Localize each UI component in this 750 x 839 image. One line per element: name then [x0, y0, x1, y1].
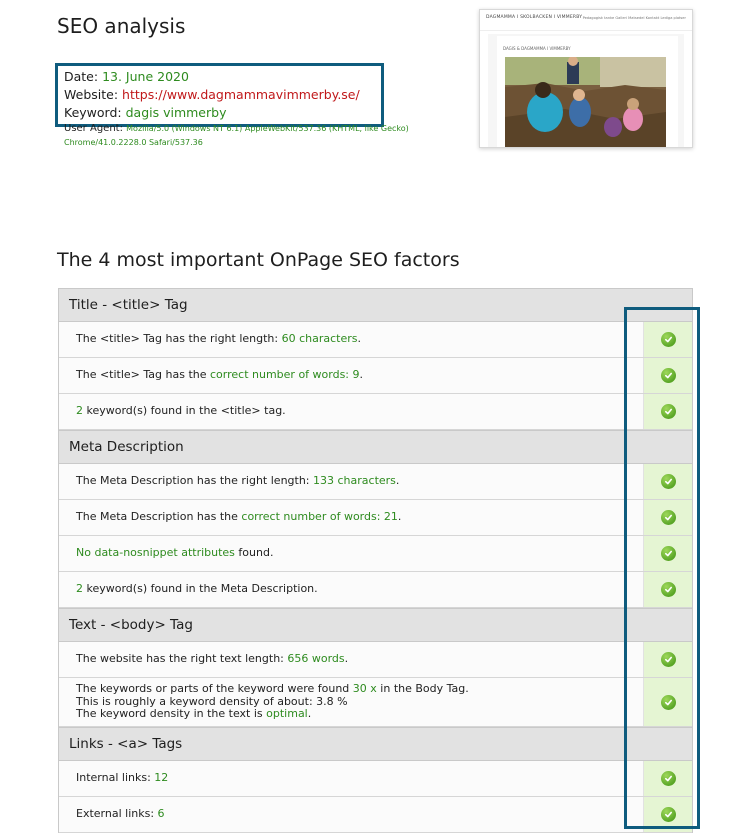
factor-row [59, 500, 692, 536]
meta-highlight-box [55, 63, 384, 127]
user-agent-label: User Agent: [64, 123, 123, 134]
factor-text-post: . [397, 510, 402, 524]
factor-text-pre: The website has the right text length: [76, 652, 288, 666]
check-circle-icon [661, 332, 676, 347]
factor-value: correct number of words: 21 [241, 510, 398, 524]
thumbnail-photo [505, 57, 666, 147]
group-header-body: Text - <body> Tag [59, 608, 692, 642]
website-link[interactable]: https://www.dagmammavimmerby.se/ [122, 87, 360, 102]
factor-value: 133 characters [313, 474, 396, 488]
factor-text-pre: External links: [76, 807, 158, 821]
status-cell [643, 642, 692, 677]
factor-text-pre: The keyword density in the text is [76, 707, 267, 721]
website-screenshot-thumbnail[interactable] [479, 9, 693, 148]
factor-text [59, 500, 643, 535]
factor-text [59, 536, 643, 571]
section-title: The 4 most important OnPage SEO factors [57, 249, 460, 271]
status-cell [643, 761, 692, 796]
status-cell [643, 797, 692, 832]
status-cell [643, 464, 692, 499]
check-circle-icon [661, 546, 676, 561]
factor-text-post: . [359, 368, 364, 382]
factor-row [59, 678, 692, 727]
factor-text [59, 572, 643, 607]
thumbnail-nav: Pedagogisk tanke Galleri Matsedel Kontakt Lediga platser [582, 16, 686, 20]
thumbnail-heading: DAGIS & DAGMAMMA I VIMMERBY [503, 46, 571, 51]
status-cell [643, 358, 692, 393]
factor-value: 2 [76, 582, 83, 596]
check-circle-icon [661, 807, 676, 822]
check-circle-icon [661, 510, 676, 525]
factor-value: correct number of words: 9 [210, 368, 360, 382]
group-header-meta-description: Meta Description [59, 430, 692, 464]
status-cell [643, 500, 692, 535]
seo-factors-table [58, 288, 693, 833]
factor-text [59, 761, 643, 796]
user-agent-line [64, 122, 454, 150]
check-circle-icon [661, 652, 676, 667]
group-header-links: Links - <a> Tags [59, 727, 692, 761]
factor-value: 60 characters [281, 332, 358, 346]
factor-value: 12 [154, 771, 169, 785]
factor-text [59, 797, 643, 832]
factor-text-post: . [307, 707, 312, 721]
check-circle-icon [661, 695, 676, 710]
keyword-label: Keyword: [64, 105, 122, 120]
factor-row [59, 761, 692, 797]
factor-text-pre: The <title> Tag has the right length: [76, 332, 282, 346]
check-circle-icon [661, 368, 676, 383]
factor-row [59, 642, 692, 678]
keyword-value: dagis vimmerby [125, 105, 227, 120]
status-cell [643, 322, 692, 357]
status-cell [643, 678, 692, 726]
factor-value: No data-nosnippet attributes [76, 546, 235, 560]
factor-row [59, 394, 692, 430]
factor-text [59, 394, 643, 429]
keyword-density-line: This is roughly a keyword density of about: 3.8 % [76, 694, 348, 708]
factor-text-pre: The Meta Description has the right length: [76, 474, 314, 488]
factor-value: 30 x [352, 682, 377, 696]
factor-text-post: . [357, 332, 362, 346]
user-agent-value: Mozilla/5.0 (Windows NT 6.1) AppleWebKit/537.36 (KHTML, like Gecko) Chrome/41.0.2228.0 Safari/537.36 [64, 124, 409, 147]
factor-value: 6 [157, 807, 165, 821]
factor-text-post: . [344, 652, 349, 666]
page-title: SEO analysis [57, 14, 186, 38]
date-label: Date: [64, 69, 99, 84]
factor-value: 656 words [287, 652, 345, 666]
thumbnail-header [480, 10, 692, 31]
factor-row [59, 797, 692, 833]
factor-text [59, 678, 643, 726]
factor-text-pre: The keywords or parts of the keyword were found [76, 682, 353, 696]
factor-value: optimal [266, 707, 308, 721]
date-value: 13. June 2020 [102, 69, 189, 84]
factor-value: 2 [76, 404, 83, 418]
factor-text [59, 358, 643, 393]
factor-text [59, 322, 643, 357]
status-cell [643, 572, 692, 607]
status-cell [643, 394, 692, 429]
factor-row [59, 572, 692, 608]
check-circle-icon [661, 582, 676, 597]
factor-text-post: . [395, 474, 400, 488]
group-header-title: Title - <title> Tag [59, 288, 692, 322]
factor-text-pre: The <title> Tag has the [76, 368, 210, 382]
thumbnail-logo: DAGMAMMA I SKOLBACKEN I VIMMERBY [486, 15, 583, 20]
factor-text-post: found. [234, 546, 274, 560]
factor-text-post: in the Body Tag. [376, 682, 469, 696]
status-cell [643, 536, 692, 571]
factor-row [59, 536, 692, 572]
factor-text [59, 464, 643, 499]
check-circle-icon [661, 404, 676, 419]
check-circle-icon [661, 474, 676, 489]
factor-row [59, 464, 692, 500]
check-circle-icon [661, 771, 676, 786]
website-label: Website: [64, 87, 119, 102]
factor-text-pre: The Meta Description has the [76, 510, 242, 524]
factor-text-post: keyword(s) found in the Meta Description. [83, 582, 318, 596]
factor-row [59, 322, 692, 358]
photo-illustration [505, 57, 666, 147]
factor-row [59, 358, 692, 394]
factor-text-post: keyword(s) found in the <title> tag. [83, 404, 286, 418]
factor-text-pre: Internal links: [76, 771, 155, 785]
factor-text [59, 642, 643, 677]
